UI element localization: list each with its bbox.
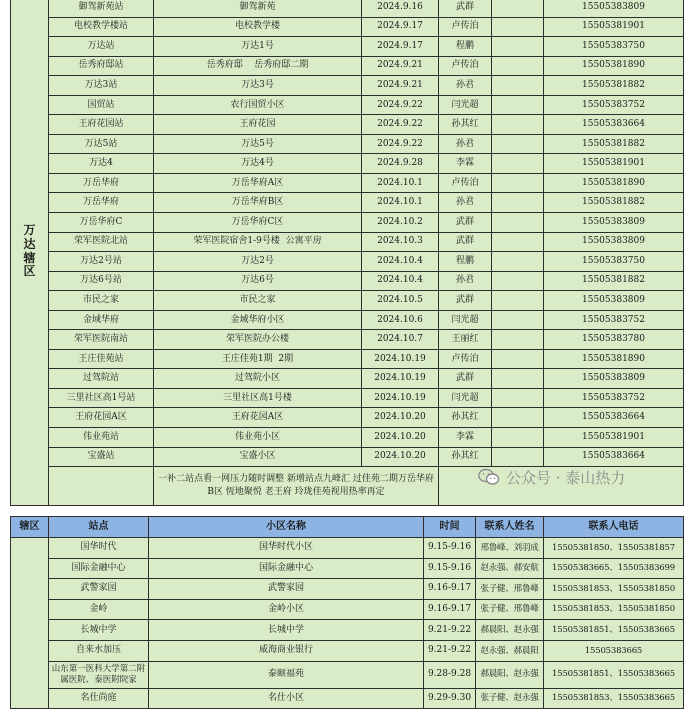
community-cell: 万达3号	[154, 76, 362, 96]
time-cell: 9.15-9.16	[424, 558, 476, 579]
station-cell: 万达5站	[49, 134, 154, 154]
note-cell: 一补二站点看一网压力随时调整 新增站点九峰汇 过佳苑二期万岳华府B区 恆地聚悦 老王府 玲珑佳苑视用热率再定	[154, 467, 439, 506]
community-cell: 万达2号	[154, 252, 362, 272]
table-header-row	[11, 517, 684, 538]
contact-phone-cell: 15505383665、15505383699	[544, 558, 684, 579]
contact-name-cell: 孙其红	[439, 408, 492, 428]
table-row	[11, 37, 684, 57]
header-community: 小区名称	[149, 517, 424, 538]
community-cell: 万岳华府B区	[154, 193, 362, 213]
contact-name-cell: 郝晨阳、赵永强	[476, 661, 544, 688]
blank-cell	[492, 232, 544, 252]
table-row	[11, 76, 684, 96]
contact-phone-cell: 15505381882	[544, 76, 684, 96]
station-cell: 电校教学楼站	[49, 17, 154, 37]
blank-cell	[492, 95, 544, 115]
community-cell: 万岳华府A区	[154, 173, 362, 193]
header-contact-phone: 联系人电话	[544, 517, 684, 538]
date-cell: 2024.9.17	[362, 37, 439, 57]
time-cell: 9.15-9.16	[424, 538, 476, 559]
community-cell: 王府花园	[154, 115, 362, 135]
blank-cell	[492, 173, 544, 193]
blank-cell	[492, 252, 544, 272]
date-cell: 2024.10.19	[362, 349, 439, 369]
contact-name-cell: 孙其红	[439, 447, 492, 467]
station-cell: 王府花园站	[49, 115, 154, 135]
contact-phone-cell: 15505381851、15505383665	[544, 661, 684, 688]
date-cell: 2024.10.19	[362, 388, 439, 408]
blank-cell	[492, 154, 544, 174]
community-cell: 王庄佳苑1期 2期	[154, 349, 362, 369]
community-cell: 岳秀府邸 岳秀府邸二期	[154, 56, 362, 76]
community-cell: 过驾院小区	[154, 369, 362, 389]
contact-name-cell: 武群	[439, 369, 492, 389]
station-cell: 万岳华府	[49, 173, 154, 193]
contact-phone-cell: 15505381882	[544, 134, 684, 154]
community-cell: 万达1号	[154, 37, 362, 57]
time-cell: 9.29-9.30	[424, 688, 476, 709]
blank-cell	[492, 0, 544, 17]
time-cell: 9.28-9.28	[424, 661, 476, 688]
table-row	[11, 538, 684, 559]
community-cell: 金岭小区	[149, 599, 424, 620]
contact-name-cell: 赵永强、郝安航	[476, 558, 544, 579]
community-cell: 万达5号	[154, 134, 362, 154]
blank-cell	[492, 310, 544, 330]
table-row	[11, 599, 684, 620]
station-cell: 王府花园A区	[49, 408, 154, 428]
contact-name-cell: 卢传泊	[439, 17, 492, 37]
contact-phone-cell: 15505383809	[544, 0, 684, 17]
contact-phone-cell: 15505383664	[544, 115, 684, 135]
contact-name-cell: 武群	[439, 291, 492, 311]
blank-cell	[492, 17, 544, 37]
community-cell: 三里社区高1号楼	[154, 388, 362, 408]
contact-name-cell: 卢传泊	[439, 173, 492, 193]
community-cell: 国际金融中心	[149, 558, 424, 579]
community-cell: 荣军医院办公楼	[154, 330, 362, 350]
contact-phone-cell: 15505383750	[544, 252, 684, 272]
table-row	[11, 408, 684, 428]
station-cell: 长城中学	[49, 620, 149, 641]
station-cell: 山东第一医科大学第二附属医院、泰医附院家	[49, 661, 149, 688]
table-row	[11, 271, 684, 291]
contact-name-cell: 武群	[439, 232, 492, 252]
community-cell: 电校教学楼	[154, 17, 362, 37]
date-cell: 2024.10.6	[362, 310, 439, 330]
contact-name-cell: 程鹏	[439, 37, 492, 57]
table-row	[11, 134, 684, 154]
watermark-text: 公众号 · 泰山热力	[506, 468, 626, 487]
community-cell: 国华时代小区	[149, 538, 424, 559]
blank-cell	[492, 349, 544, 369]
contact-name-cell: 闫光超	[439, 95, 492, 115]
contact-phone-cell: 15505383665	[544, 640, 684, 661]
blank-cell	[492, 56, 544, 76]
contact-phone-cell: 15505383809	[544, 291, 684, 311]
table-row	[11, 428, 684, 448]
station-cell: 万达4	[49, 154, 154, 174]
community-cell: 威海商业银行	[149, 640, 424, 661]
station-cell: 武警家园	[49, 579, 149, 600]
date-cell: 2024.10.7	[362, 330, 439, 350]
community-cell: 荣军医院宿舍1-9号楼 公寓平房	[154, 232, 362, 252]
contact-name-cell: 武群	[439, 0, 492, 17]
community-cell: 王府花园A区	[154, 408, 362, 428]
blank-cell	[492, 447, 544, 467]
table-row	[11, 291, 684, 311]
contact-name-cell: 赵永强、郝晨阳	[476, 640, 544, 661]
contact-phone-cell: 15505383664	[544, 447, 684, 467]
station-cell: 自来水加压	[49, 640, 149, 661]
date-cell: 2024.9.21	[362, 76, 439, 96]
station-cell: 荣军医院北站	[49, 232, 154, 252]
contact-name-cell: 张子健、邢鲁峰	[476, 579, 544, 600]
table-row	[11, 173, 684, 193]
table-row	[11, 369, 684, 389]
community-cell: 农行国贸小区	[154, 95, 362, 115]
community-cell: 泰颐福苑	[149, 661, 424, 688]
table-row	[11, 193, 684, 213]
contact-name-cell: 邢鲁峰、刘羽成	[476, 538, 544, 559]
table-row	[11, 640, 684, 661]
contact-phone-cell: 15505381850、15505381857	[544, 538, 684, 559]
station-cell: 万达3站	[49, 76, 154, 96]
blank-cell	[492, 213, 544, 233]
time-cell: 9.16-9.17	[424, 579, 476, 600]
date-cell: 2024.9.22	[362, 134, 439, 154]
contact-name-cell: 武群	[439, 213, 492, 233]
date-cell: 2024.10.4	[362, 271, 439, 291]
table-row	[11, 661, 684, 688]
contact-phone-cell: 15505381882	[544, 271, 684, 291]
community-cell: 宝盛小区	[154, 447, 362, 467]
date-cell: 2024.10.5	[362, 291, 439, 311]
station-cell: 万岳华府	[49, 193, 154, 213]
contact-name-cell: 孙君	[439, 134, 492, 154]
date-cell: 2024.10.20	[362, 428, 439, 448]
contact-name-cell: 卢传泊	[439, 349, 492, 369]
blank-cell	[49, 467, 154, 506]
contact-phone-cell: 15505383809	[544, 232, 684, 252]
blank-cell	[492, 428, 544, 448]
table-row	[11, 56, 684, 76]
community-cell: 金域华府小区	[154, 310, 362, 330]
date-cell: 2024.9.22	[362, 115, 439, 135]
blank-cell	[492, 271, 544, 291]
blank-cell	[492, 193, 544, 213]
blank-cell	[492, 330, 544, 350]
contact-phone-cell: 15505381890	[544, 173, 684, 193]
blank-cell	[492, 37, 544, 57]
contact-phone-cell: 15505383752	[544, 310, 684, 330]
station-cell: 国贸站	[49, 95, 154, 115]
date-cell: 2024.10.19	[362, 369, 439, 389]
date-cell: 2024.9.28	[362, 154, 439, 174]
contact-name-cell: 郝晨阳、赵永强	[476, 620, 544, 641]
table-row	[11, 388, 684, 408]
header-station: 站点	[49, 517, 149, 538]
contact-name-cell: 张子健、赵永强	[476, 688, 544, 709]
table-row	[11, 17, 684, 37]
contact-phone-cell: 15505383780	[544, 330, 684, 350]
table-row	[11, 579, 684, 600]
contact-phone-cell: 15505381851、15505383665	[544, 620, 684, 641]
table-row	[11, 310, 684, 330]
contact-phone-cell: 15505383664	[544, 408, 684, 428]
contact-name-cell: 孙君	[439, 271, 492, 291]
table-row	[11, 95, 684, 115]
contact-name-cell: 孙其红	[439, 115, 492, 135]
date-cell: 2024.10.20	[362, 408, 439, 428]
station-cell: 宝盛站	[49, 447, 154, 467]
contact-phone-cell: 15505381890	[544, 349, 684, 369]
table-row	[11, 232, 684, 252]
contact-phone-cell: 15505383752	[544, 95, 684, 115]
community-cell: 市民之家	[154, 291, 362, 311]
station-cell: 过驾院站	[49, 369, 154, 389]
date-cell: 2024.10.3	[362, 232, 439, 252]
station-cell: 市民之家	[49, 291, 154, 311]
contact-phone-cell: 15505383752	[544, 388, 684, 408]
blank-cell	[492, 115, 544, 135]
station-cell: 荣军医院南站	[49, 330, 154, 350]
community-cell: 万达6号	[154, 271, 362, 291]
date-cell: 2024.10.2	[362, 213, 439, 233]
contact-name-cell: 卢传泊	[439, 56, 492, 76]
blank-cell	[492, 388, 544, 408]
community-cell: 伟业苑小区	[154, 428, 362, 448]
community-cell: 万达4号	[154, 154, 362, 174]
contact-name-cell: 闫光超	[439, 310, 492, 330]
community-cell: 名仕小区	[149, 688, 424, 709]
contact-name-cell: 程鹏	[439, 252, 492, 272]
table-row	[11, 447, 684, 467]
wechat-icon	[478, 468, 500, 486]
table-row	[11, 349, 684, 369]
station-cell: 万达站	[49, 37, 154, 57]
heating-schedule-table-wanda	[10, 0, 684, 506]
blank-cell	[492, 291, 544, 311]
table-row	[11, 115, 684, 135]
station-cell: 伟业苑站	[49, 428, 154, 448]
date-cell: 2024.10.1	[362, 173, 439, 193]
contact-phone-cell: 15505381853、15505381850	[544, 579, 684, 600]
time-cell: 9.21-9.22	[424, 640, 476, 661]
contact-name-cell: 李霖	[439, 154, 492, 174]
time-cell: 9.16-9.17	[424, 599, 476, 620]
community-cell: 御驾新苑	[154, 0, 362, 17]
table-row	[11, 558, 684, 579]
blank-cell	[492, 408, 544, 428]
table-row	[11, 252, 684, 272]
contact-phone-cell: 15505383809	[544, 213, 684, 233]
contact-name-cell: 孙君	[439, 193, 492, 213]
area-cell: 万达辖区	[11, 0, 49, 506]
station-cell: 岳秀府邸站	[49, 56, 154, 76]
blank-cell	[492, 76, 544, 96]
blank-cell	[492, 134, 544, 154]
header-time: 时间	[424, 517, 476, 538]
table-row	[11, 330, 684, 350]
date-cell: 2024.9.22	[362, 95, 439, 115]
contact-phone-cell: 15505381882	[544, 193, 684, 213]
area-cell	[11, 538, 49, 709]
contact-phone-cell: 15505381901	[544, 17, 684, 37]
date-cell: 2024.9.21	[362, 56, 439, 76]
station-cell: 金岭	[49, 599, 149, 620]
station-cell: 万岳华府C	[49, 213, 154, 233]
table-row	[11, 688, 684, 709]
watermark	[478, 466, 625, 488]
contact-name-cell: 闫光超	[439, 388, 492, 408]
table-row	[11, 620, 684, 641]
date-cell: 2024.10.1	[362, 193, 439, 213]
station-cell: 国华时代	[49, 538, 149, 559]
header-area: 辖区	[11, 517, 49, 538]
heating-schedule-table-second	[10, 516, 684, 709]
time-cell: 9.21-9.22	[424, 620, 476, 641]
table-row	[11, 0, 684, 17]
contact-phone-cell: 15505381901	[544, 154, 684, 174]
station-cell: 国际金融中心	[49, 558, 149, 579]
contact-phone-cell: 15505381890	[544, 56, 684, 76]
contact-phone-cell: 15505381853、15505381850	[544, 599, 684, 620]
contact-name-cell: 孙君	[439, 76, 492, 96]
station-cell: 金域华府	[49, 310, 154, 330]
station-cell: 王庄佳苑站	[49, 349, 154, 369]
header-contact-name: 联系人姓名	[476, 517, 544, 538]
community-cell: 万岳华府C区	[154, 213, 362, 233]
contact-phone-cell: 15505383809	[544, 369, 684, 389]
table-row	[11, 154, 684, 174]
date-cell: 2024.9.17	[362, 17, 439, 37]
station-cell: 万达6号站	[49, 271, 154, 291]
date-cell: 2024.10.4	[362, 252, 439, 272]
contact-phone-cell: 15505381901	[544, 428, 684, 448]
station-cell: 御驾新苑站	[49, 0, 154, 17]
contact-name-cell: 李霖	[439, 428, 492, 448]
station-cell: 万达2号站	[49, 252, 154, 272]
community-cell: 武警家园	[149, 579, 424, 600]
station-cell: 三里社区高1号站	[49, 388, 154, 408]
contact-phone-cell: 15505381853、15505383665	[544, 688, 684, 709]
station-cell: 名仕尚庭	[49, 688, 149, 709]
table-row	[11, 213, 684, 233]
community-cell: 长城中学	[149, 620, 424, 641]
contact-phone-cell: 15505383750	[544, 37, 684, 57]
blank-cell	[492, 369, 544, 389]
contact-name-cell: 王丽红	[439, 330, 492, 350]
contact-name-cell: 张子健、邢鲁峰	[476, 599, 544, 620]
date-cell: 2024.9.16	[362, 0, 439, 17]
date-cell: 2024.10.20	[362, 447, 439, 467]
